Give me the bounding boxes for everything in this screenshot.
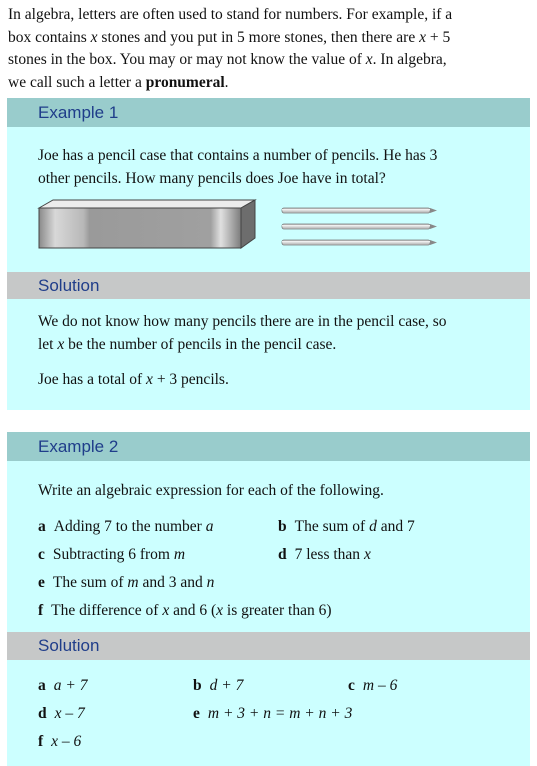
question-item-d: d 7 less than x [278,546,371,563]
example-1-card [7,98,530,410]
pencil-case-illustration [35,198,260,256]
question-item-b: b The sum of d and 7 [278,518,415,535]
answer-f: f x – 6 [38,733,82,750]
answer-c: c m – 6 [348,677,398,694]
example-2-card [7,432,530,766]
pencil-2 [282,224,437,229]
example-2-heading: Example 2 [7,432,530,461]
intro-line-1: In algebra, letters are often used to stand for numbers. For example, if a [8,6,453,23]
question-item-e: e The sum of m and 3 and n [38,574,215,591]
intro-line-4: we call such a letter a pronumeral. [8,73,229,91]
intro-line-2: box contains x stones and you put in 5 more stones, then there are x + 5 [8,28,451,46]
example-1-solution-heading: Solution [7,272,530,299]
example-2-prompt: Write an algebraic expression for each of the following. [38,482,384,499]
intro-line-3: stones in the box. You may or may not know the value of x. In algebra, [8,51,447,68]
question-item-a: a Adding 7 to the number a [38,518,214,535]
three-pencils-illustration [281,204,441,248]
answer-b: b d + 7 [193,677,244,694]
pencil-3 [282,240,437,245]
answer-d: d x – 7 [38,705,85,722]
answer-e: e m + 3 + n = m + n + 3 [193,705,353,722]
question-item-f: f The difference of x and 6 (x is greater than 6) [38,602,332,619]
intro-paragraph [8,4,518,94]
answer-a: a a + 7 [38,677,88,694]
example-2-solution-heading: Solution [7,632,530,660]
example-1-solution-text: We do not know how many pencils there are in the pencil case, so let x be the number of pencils in the pencil case. Joe has a total of x + 3 pencils. [38,313,447,388]
pronumeral-term: pronumeral [145,73,225,91]
example-1-question: Joe has a pencil case that contains a number of pencils. He has 3 other pencils. How many pencils does Joe have in total? [38,147,438,187]
example-1-heading: Example 1 [7,98,530,127]
pencil-1 [282,208,437,213]
question-item-c: c Subtracting 6 from m [38,546,186,563]
